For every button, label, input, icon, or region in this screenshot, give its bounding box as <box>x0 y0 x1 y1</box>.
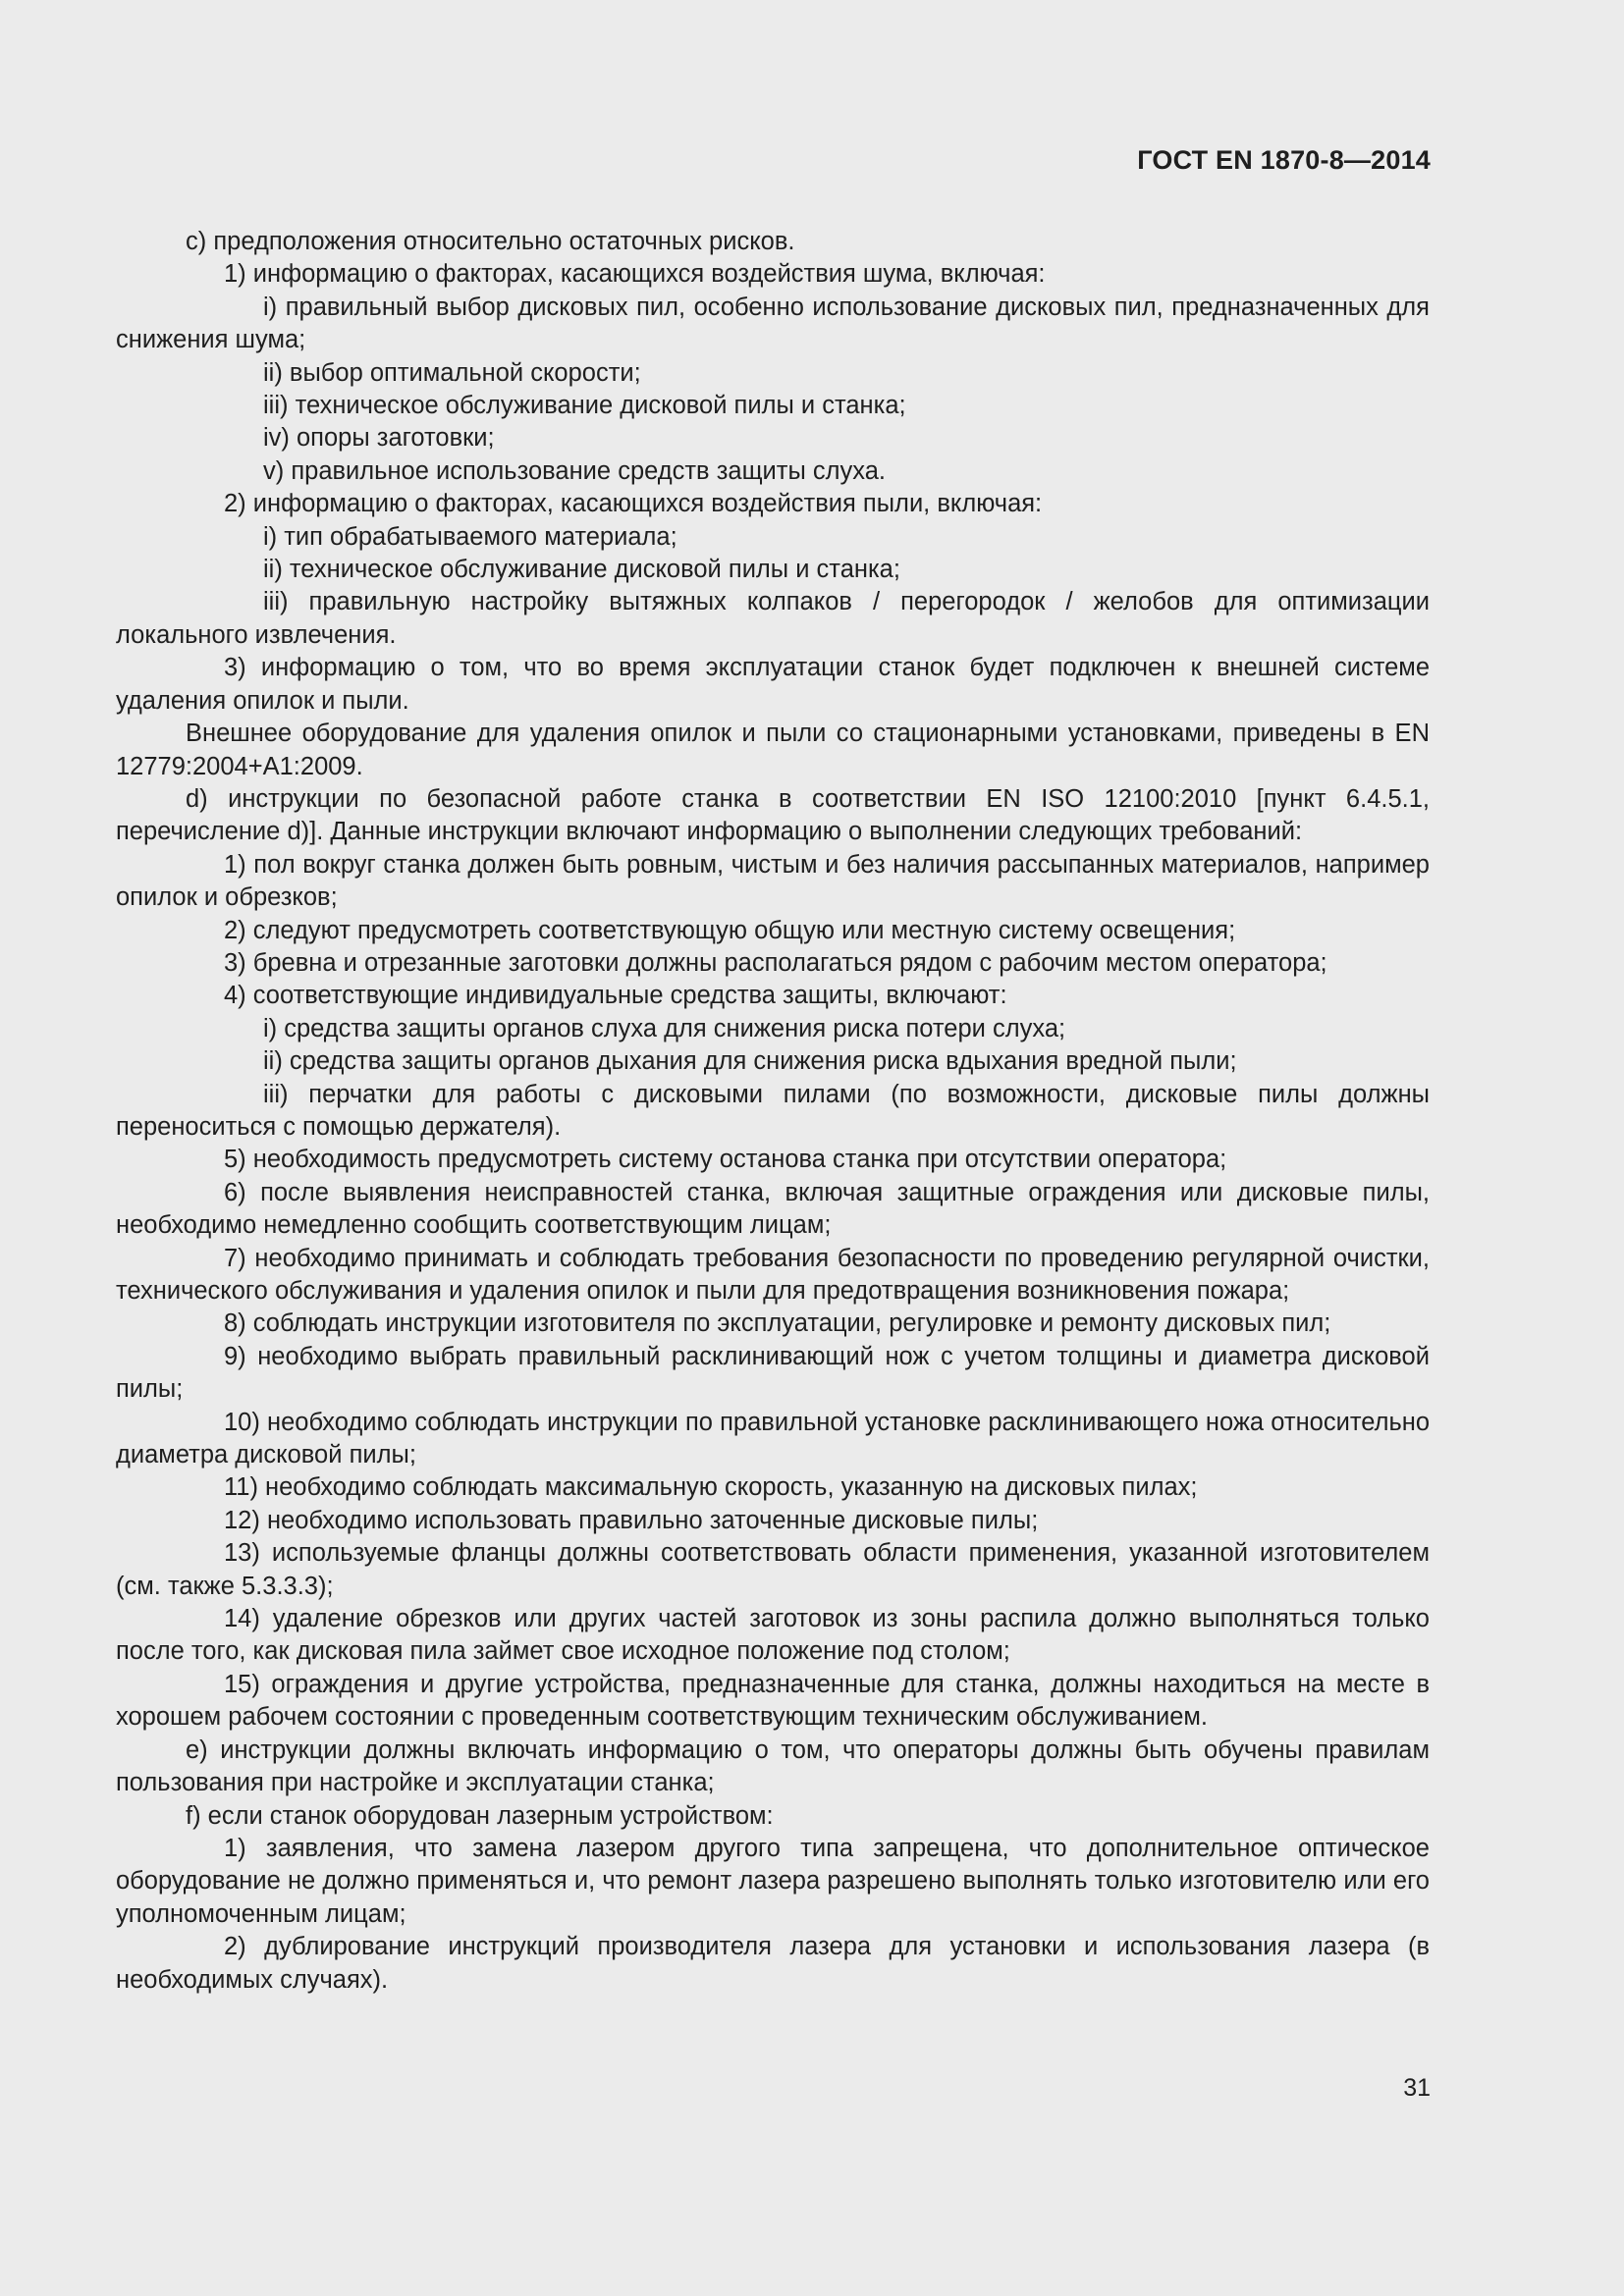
paragraph: i) правильный выбор дисковых пил, особенно использование дисковых пил, предназначенных для снижения шума; <box>116 293 1430 354</box>
paragraph: d) инструкции по безопасной работе станка в соответствии EN ISO 12100:2010 [пункт 6.4.5.1, перечисление d)]. Данные инструкции включают информацию о выполнении следующих требований: <box>116 784 1430 846</box>
paragraph: 1) пол вокруг станка должен быть ровным, чистым и без наличия рассыпанных материалов, например опилок и обрезков; <box>116 850 1430 912</box>
paragraph: iv) опоры заготовки; <box>263 424 495 453</box>
paragraph: 7) необходимо принимать и соблюдать требования безопасности по проведению регулярной очистки, технического обслуживания и удаления опилок и пыли для предотвращения возникновения пожара; <box>116 1244 1430 1305</box>
paragraph: iii) правильную настройку вытяжных колпаков / перегородок / желобов для оптимизации локального извлечения. <box>116 588 1430 649</box>
paragraph: 12) необходимо использовать правильно заточенные дисковые пилы; <box>224 1506 1039 1534</box>
paragraph: 3) бревна и отрезанные заготовки должны располагаться рядом с рабочим местом оператора; <box>224 948 1327 977</box>
paragraph: 2) следуют предусмотреть соответствующую общую или местную систему освещения; <box>224 916 1236 944</box>
paragraph: 14) удаление обрезков или других частей заготовок из зоны распила должно выполняться только после того, как дисковая пила займет свое исходное положение под столом; <box>116 1605 1430 1666</box>
paragraph: 5) необходимость предусмотреть систему останова станка при отсутствии оператора; <box>224 1146 1227 1174</box>
paragraph: ii) техническое обслуживание дисковой пилы и станка; <box>263 556 900 584</box>
paragraph: 10) необходимо соблюдать инструкции по правильной установке расклинивающего ножа относительно диаметра дисковой пилы; <box>116 1408 1430 1469</box>
paragraph: Внешнее оборудование для удаления опилок и пыли со стационарными установками, приведены в EN 12779:2004+A1:2009. <box>116 720 1430 780</box>
paragraph: i) средства защиты органов слуха для снижения риска потери слуха; <box>263 1014 1066 1042</box>
paragraph: 1) информацию о факторах, касающихся воздействия шума, включая: <box>224 260 1046 289</box>
paragraph: 9) необходимо выбрать правильный расклинивающий нож с учетом толщины и диаметра дисковой пилы; <box>116 1342 1430 1404</box>
paragraph: 13) используемые фланцы должны соответствовать области применения, указанной изготовителем (см. также 5.3.3.3); <box>116 1539 1430 1600</box>
document-header: ГОСТ EN 1870-8—2014 <box>1137 145 1431 175</box>
paragraph: 4) соответствующие индивидуальные средства защиты, включают: <box>224 982 1007 1010</box>
paragraph: ii) средства защиты органов дыхания для снижения риска вдыхания вредной пыли; <box>263 1047 1237 1076</box>
paragraph: f) если станок оборудован лазерным устройством: <box>186 1801 774 1830</box>
paragraph: 1) заявления, что замена лазером другого типа запрещена, что дополнительное оптическое оборудование не должно применяться и, что ремонт лазера разрешено выполнять только изготовителю или его уполномоченным лицам; <box>116 1834 1430 1928</box>
paragraph: ii) выбор оптимальной скорости; <box>263 358 641 387</box>
paragraph: 6) после выявления неисправностей станка, включая защитные ограждения или дисковые пилы, необходимо немедленно сообщить соответствующим лицам; <box>116 1178 1430 1240</box>
paragraph: 3) информацию о том, что во время эксплуатации станок будет подключен к внешней системе удаления опилок и пыли. <box>116 654 1430 715</box>
paragraph: c) предположения относительно остаточных рисков. <box>186 228 795 255</box>
paragraph: 2) информацию о факторах, касающихся воздействия пыли, включая: <box>224 490 1043 518</box>
paragraph: v) правильное использование средств защиты слуха. <box>263 456 886 485</box>
paragraph: iii) техническое обслуживание дисковой пилы и станка; <box>263 392 906 420</box>
page-number: 31 <box>1403 2074 1431 2102</box>
paragraph: i) тип обрабатываемого материала; <box>263 522 677 551</box>
document-body <box>116 226 1430 1997</box>
paragraph: 11) необходимо соблюдать максимальную скорость, указанную на дисковых пилах; <box>224 1473 1198 1502</box>
paragraph: 2) дублирование инструкций производителя лазера для установки и использования лазера (в необходимых случаях). <box>116 1933 1430 1994</box>
paragraph: 15) ограждения и другие устройства, предназначенные для станка, должны находиться на месте в хорошем рабочем состоянии с проведенным соответствующим техническим обслуживанием. <box>116 1670 1430 1732</box>
paragraph: e) инструкции должны включать информацию о том, что операторы должны быть обучены правилам пользования при настройке и эксплуатации станка; <box>116 1735 1430 1797</box>
paragraph: 8) соблюдать инструкции изготовителя по эксплуатации, регулировке и ремонту дисковых пил; <box>224 1309 1331 1338</box>
paragraph: iii) перчатки для работы с дисковыми пилами (по возможности, дисковые пилы должны переноситься с помощью держателя). <box>116 1080 1430 1141</box>
